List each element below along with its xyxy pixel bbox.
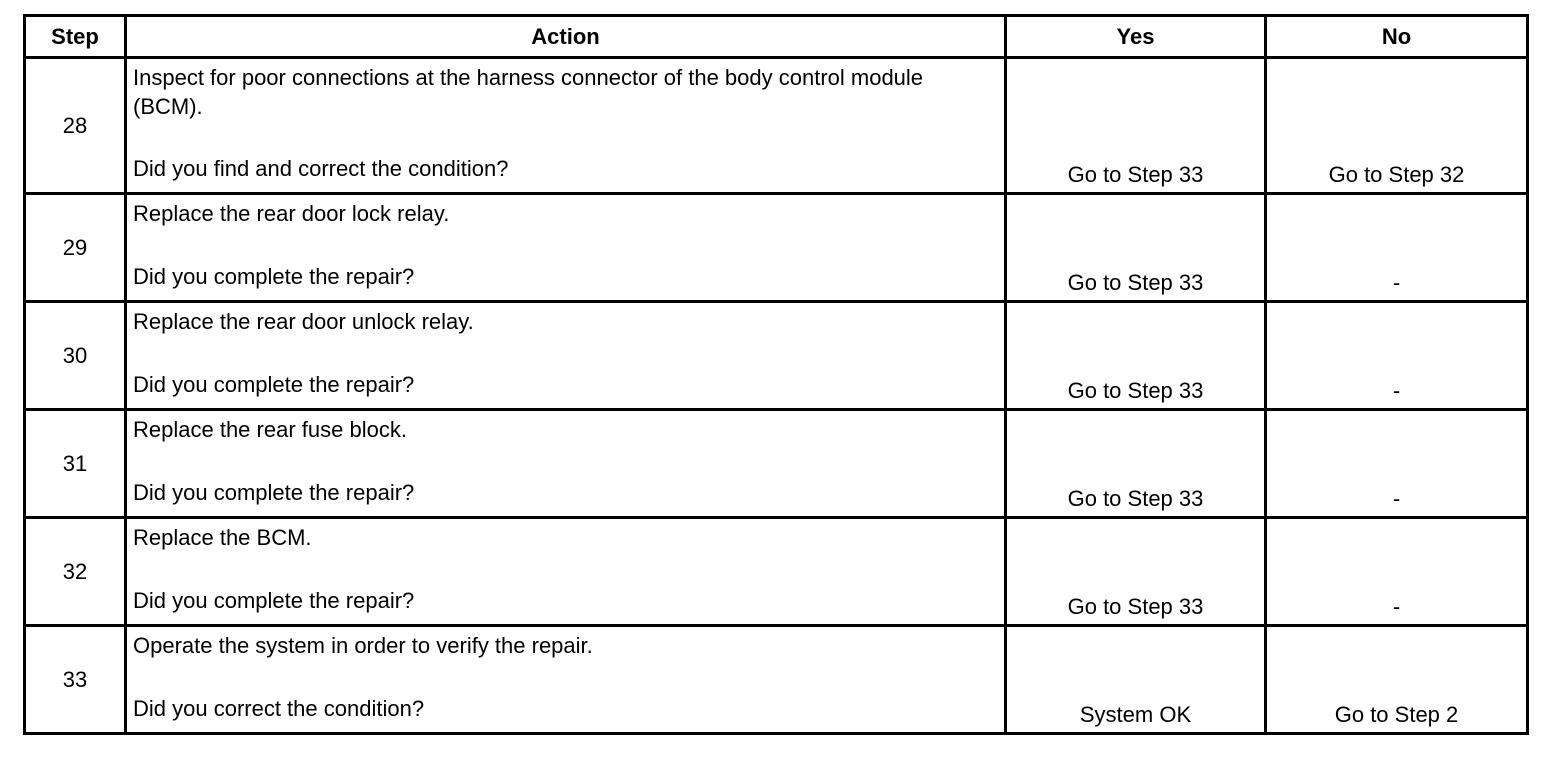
yes-result-text: Go to Step 33 [1067,270,1204,295]
action-cell [126,518,1006,626]
step-number: 31 [25,410,126,518]
no-result-text: - [1392,270,1401,295]
diagnostic-table [23,14,1529,735]
no-result [1266,518,1528,626]
action-question: Did you find and correct the condition? [133,156,509,181]
yes-result-text: Go to Step 33 [1067,486,1204,511]
action-cell [126,410,1006,518]
yes-result-text: Go to Step 33 [1067,162,1204,187]
table-row [25,58,1528,194]
action-instruction: Replace the rear fuse block. [133,417,407,442]
no-result [1266,626,1528,734]
action-instruction: Operate the system in order to verify the repair. [133,633,593,658]
no-result-text: - [1392,486,1401,511]
action-instruction: Replace the BCM. [133,525,312,550]
yes-result [1006,410,1266,518]
header-action: Action [126,16,1006,58]
action-question: Did you complete the repair? [133,480,415,505]
no-result [1266,410,1528,518]
action-question: Did you complete the repair? [133,588,415,613]
step-number: 30 [25,302,126,410]
table-row [25,410,1528,518]
action-cell [126,194,1006,302]
yes-result [1006,626,1266,734]
no-result [1266,302,1528,410]
step-number: 32 [25,518,126,626]
action-instruction: Replace the rear door lock relay. [133,201,450,226]
yes-result [1006,518,1266,626]
yes-result-text: Go to Step 33 [1067,594,1204,619]
header-step: Step [25,16,126,58]
no-result-text: Go to Step 32 [1328,162,1465,187]
table-row [25,194,1528,302]
action-question: Did you correct the condition? [133,696,425,721]
yes-result [1006,58,1266,194]
action-cell [126,626,1006,734]
yes-result [1006,194,1266,302]
no-result [1266,194,1528,302]
table-row [25,518,1528,626]
yes-result-text: Go to Step 33 [1067,378,1204,403]
no-result-text: Go to Step 2 [1334,702,1459,727]
no-result-text: - [1392,594,1401,619]
no-result [1266,58,1528,194]
header-row [25,16,1528,58]
header-no: No [1266,16,1528,58]
step-number: 33 [25,626,126,734]
no-result-text: - [1392,378,1401,403]
action-instruction: Replace the rear door unlock relay. [133,309,474,334]
action-question: Did you complete the repair? [133,264,415,289]
step-number: 29 [25,194,126,302]
action-instruction: Inspect for poor connections at the harness connector of the body control module (BCM). [133,65,924,119]
action-cell [126,58,1006,194]
table-row [25,302,1528,410]
table-row [25,626,1528,734]
yes-result [1006,302,1266,410]
step-number: 28 [25,58,126,194]
action-cell [126,302,1006,410]
yes-result-text: System OK [1079,702,1192,727]
action-question: Did you complete the repair? [133,372,415,397]
header-yes: Yes [1006,16,1266,58]
